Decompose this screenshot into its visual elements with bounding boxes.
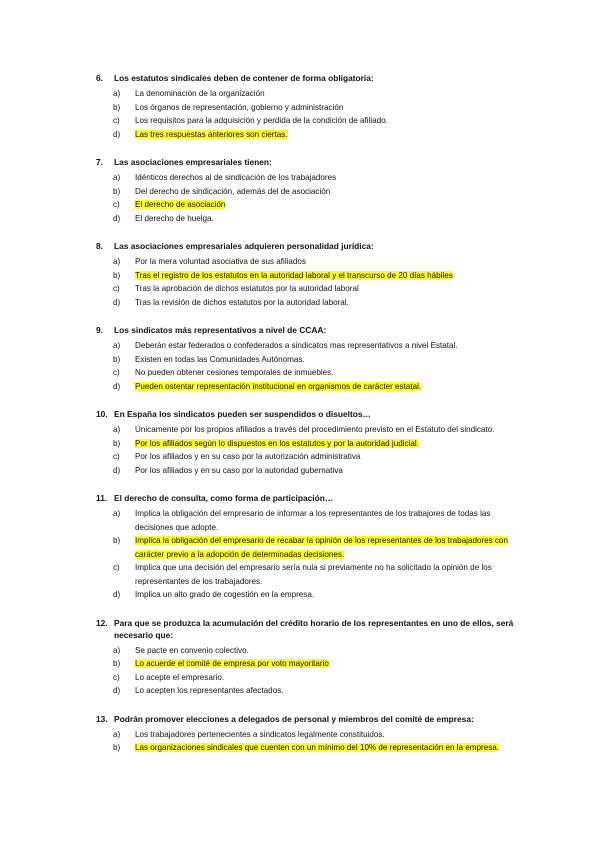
- option-letter: c): [113, 284, 120, 293]
- option-text-span: Deberán estar federados o confederados a sindicatos mas representativos a nivel Estatal.: [135, 341, 458, 350]
- question-heading: [96, 617, 526, 641]
- option-text: [135, 671, 526, 685]
- question-number: 7.: [96, 157, 103, 167]
- option-letter: a): [113, 341, 121, 350]
- option-letter: a): [113, 509, 121, 518]
- answer-option: [96, 114, 526, 128]
- option-text-span: Lo acepte el empresario.: [135, 672, 225, 682]
- answer-option: [96, 128, 526, 142]
- option-text-span: Lo acuerde el comité de empresa por voto mayoritario: [135, 659, 329, 668]
- option-letter: d): [113, 686, 121, 695]
- question-number: 11.: [96, 493, 108, 503]
- option-text-span: Tras la aprobación de dichos estatutos por la autoridad laboral: [135, 284, 359, 293]
- question-text: Las asociaciones empresariales adquieren personalidad jurídica:: [114, 241, 374, 251]
- option-text-highlighted: [135, 437, 526, 451]
- option-text-span: Los órganos de representación, gobierno y administración: [135, 102, 344, 112]
- option-letter: d): [113, 590, 121, 599]
- option-letter: d): [113, 297, 121, 307]
- option-letter: c): [113, 452, 120, 461]
- option-text: [135, 728, 526, 742]
- question-text: En España los sindicatos pueden ser suspendidos o disueltos…: [114, 409, 371, 419]
- question-number: 8.: [96, 241, 103, 251]
- question-heading: [96, 713, 526, 725]
- answer-option: [96, 561, 526, 588]
- question-block: [96, 324, 526, 393]
- option-letter: b): [113, 659, 121, 668]
- question-text: Los sindicatos más representativos a nivel de CCAA:: [114, 325, 327, 335]
- option-letter: d): [113, 213, 121, 223]
- answer-option: [96, 366, 526, 380]
- question-number: 12.: [96, 617, 108, 628]
- option-text-span: Del derecho de sindicación, además del de asociación: [135, 186, 331, 196]
- question-heading: [96, 408, 526, 420]
- option-text: [135, 296, 526, 310]
- answer-options: [96, 255, 526, 309]
- question-block: [96, 240, 526, 309]
- option-text-span: Por los afiliados según lo dispuestos en los estatutos y por la autoridad judicial.: [135, 438, 419, 448]
- answer-option: [96, 644, 526, 658]
- option-text-highlighted: [135, 380, 526, 394]
- option-text: [135, 255, 526, 269]
- answer-option: [96, 339, 526, 353]
- option-letter: c): [113, 563, 120, 572]
- option-text-highlighted: [135, 128, 526, 142]
- answer-option: [96, 507, 526, 534]
- option-letter: c): [113, 368, 120, 377]
- answer-options: [96, 423, 526, 477]
- option-text: [135, 464, 526, 478]
- option-text: [135, 366, 526, 380]
- option-letter: b): [113, 270, 121, 280]
- answer-option: [96, 657, 526, 671]
- option-text-span: Por la mera voluntad asociativa de sus afiliados: [135, 257, 306, 266]
- option-text: [135, 561, 526, 588]
- question-text: El derecho de consulta, como forma de participación…: [114, 493, 334, 503]
- option-text-span: Las organizaciones sindicales que cuenten con un mínimo del 10% de representación en la empresa.: [135, 743, 499, 752]
- option-letter: b): [113, 438, 121, 448]
- answer-option: [96, 87, 526, 101]
- option-text-span: Por los afiliados y en su caso por la autorización administrativa: [135, 452, 361, 461]
- option-text: [135, 339, 526, 353]
- question-number: 6.: [96, 73, 103, 83]
- answer-option: [96, 464, 526, 478]
- option-text: [135, 87, 526, 101]
- answer-option: [96, 353, 526, 367]
- answer-option: [96, 671, 526, 685]
- option-text-span: Pueden ostentar representación institucional en organismos de carácter estatal.: [135, 381, 422, 391]
- question-number: 13.: [96, 713, 108, 724]
- option-letter: d): [113, 381, 121, 391]
- question-heading: [96, 156, 526, 168]
- question-heading: [96, 324, 526, 336]
- option-letter: b): [113, 102, 121, 112]
- answer-option: [96, 282, 526, 296]
- option-text: [135, 114, 526, 128]
- option-text-highlighted: [135, 198, 526, 212]
- question-heading: [96, 72, 526, 84]
- option-text-span: Implica la obligación del empresario de recabar la opinión de los representantes de los trabajadores con carácter previo a la adopción de determinadas decisiones.: [135, 536, 508, 559]
- answer-option: [96, 212, 526, 226]
- option-text-span: El derecho de huelga.: [135, 213, 214, 223]
- option-text-span: No pueden obtener cesiones temporales de inmuebles.: [135, 368, 334, 377]
- option-text-span: Únicamente por los propios afiliados a través del procedimiento previsto en el Estatuto del sindicato.: [135, 425, 495, 434]
- option-text-highlighted: [135, 741, 526, 755]
- option-text-span: Existen en todas las Comunidades Autónomas.: [135, 354, 305, 364]
- answer-options: [96, 171, 526, 225]
- question-block: [96, 713, 526, 755]
- question-text: Los estatutos sindicales deben de contener de forma obligatoria:: [114, 73, 374, 83]
- option-text: [135, 507, 526, 534]
- option-text: [135, 353, 526, 367]
- question-block: [96, 492, 526, 602]
- answer-option: [96, 255, 526, 269]
- option-text-span: Tras la revisión de dichos estatutos por la autoridad laboral.: [135, 297, 349, 307]
- option-text-span: Tras el registro de los estatutos en la autoridad laboral y el transcurso de 20 días hábiles: [135, 270, 453, 280]
- option-letter: b): [113, 186, 121, 196]
- option-letter: d): [113, 465, 121, 475]
- option-text: [135, 450, 526, 464]
- question-number: 10.: [96, 409, 108, 419]
- answer-options: [96, 728, 526, 755]
- option-text-span: Por los afiliados y en su caso por la autoridad gubernativa: [135, 465, 343, 475]
- option-text: [135, 101, 526, 115]
- option-text: [135, 212, 526, 226]
- answer-option: [96, 380, 526, 394]
- option-text: [135, 282, 526, 296]
- question-block: [96, 72, 526, 141]
- option-letter: a): [113, 257, 121, 266]
- option-letter: b): [113, 743, 121, 752]
- answer-options: [96, 644, 526, 698]
- option-text-highlighted: [135, 269, 526, 283]
- answer-options: [96, 87, 526, 141]
- option-text-span: Implica que una decisión del empresario sería nula si previamente no ha solicitado la opinión de los representantes de los trabajadores.: [135, 563, 492, 586]
- answer-option: [96, 198, 526, 212]
- option-text-span: Los trabajadores pertenecientes a sindicatos legalmente constituidos.: [135, 729, 385, 739]
- answer-option: [96, 101, 526, 115]
- option-text: [135, 684, 526, 698]
- question-block: [96, 408, 526, 477]
- option-text-span: Idénticos derechos al de sindicación de los trabajadores: [135, 173, 337, 182]
- option-letter: a): [113, 645, 121, 655]
- answer-option: [96, 423, 526, 437]
- question-text: Podrán promover elecciones a delegados de personal y miembros del comité de empresa:: [114, 713, 474, 724]
- question-text: Para que se produzca la acumulación del crédito horario de los representantes en uno de ellos, será necesario que:: [114, 617, 514, 640]
- answer-option: [96, 269, 526, 283]
- option-text: [135, 423, 526, 437]
- option-text-span: Implica un alto grado de cogestión en la empresa.: [135, 590, 315, 599]
- option-text: [135, 171, 526, 185]
- option-letter: b): [113, 354, 121, 364]
- answer-option: [96, 296, 526, 310]
- option-text-span: El derecho de asociación: [135, 200, 226, 209]
- answer-option: [96, 588, 526, 602]
- answer-option: [96, 728, 526, 742]
- option-letter: c): [113, 116, 120, 125]
- question-heading: [96, 492, 526, 504]
- option-text-span: Se pacte en convenio colectivo.: [135, 645, 249, 655]
- answer-options: [96, 339, 526, 393]
- question-number: 9.: [96, 325, 103, 335]
- answer-option: [96, 534, 526, 561]
- answer-option: [96, 171, 526, 185]
- question-block: [96, 156, 526, 225]
- question-list: [96, 72, 526, 770]
- option-letter: a): [113, 89, 121, 98]
- option-text-highlighted: [135, 657, 526, 671]
- option-text-span: Los requisitos para la adquisición y perdida de la condición de afiliado.: [135, 116, 388, 125]
- option-text: [135, 185, 526, 199]
- option-letter: c): [113, 200, 120, 209]
- answer-option: [96, 684, 526, 698]
- option-text-span: Implica la obligación del empresario de informar a los representantes de los trabajores de todas las decisiones que adopte.: [135, 509, 491, 532]
- answer-option: [96, 185, 526, 199]
- answer-option: [96, 437, 526, 451]
- option-letter: a): [113, 173, 121, 182]
- answer-option: [96, 450, 526, 464]
- option-letter: c): [113, 672, 120, 682]
- option-text: [135, 644, 526, 658]
- option-text-span: La denominación de la organización: [135, 89, 265, 98]
- answer-options: [96, 507, 526, 602]
- option-text-span: Lo acepten los representantes afectados.: [135, 686, 284, 695]
- question-heading: [96, 240, 526, 252]
- option-text-highlighted: [135, 534, 526, 561]
- option-letter: b): [113, 536, 121, 545]
- question-text: Las asociaciones empresariales tienen:: [114, 157, 272, 167]
- option-letter: a): [113, 425, 121, 434]
- option-letter: d): [113, 129, 121, 139]
- option-text: [135, 588, 526, 602]
- option-letter: a): [113, 729, 121, 739]
- answer-option: [96, 741, 526, 755]
- option-text-span: Las tres respuestas anteriores son ciertas.: [135, 129, 288, 139]
- question-block: [96, 617, 526, 698]
